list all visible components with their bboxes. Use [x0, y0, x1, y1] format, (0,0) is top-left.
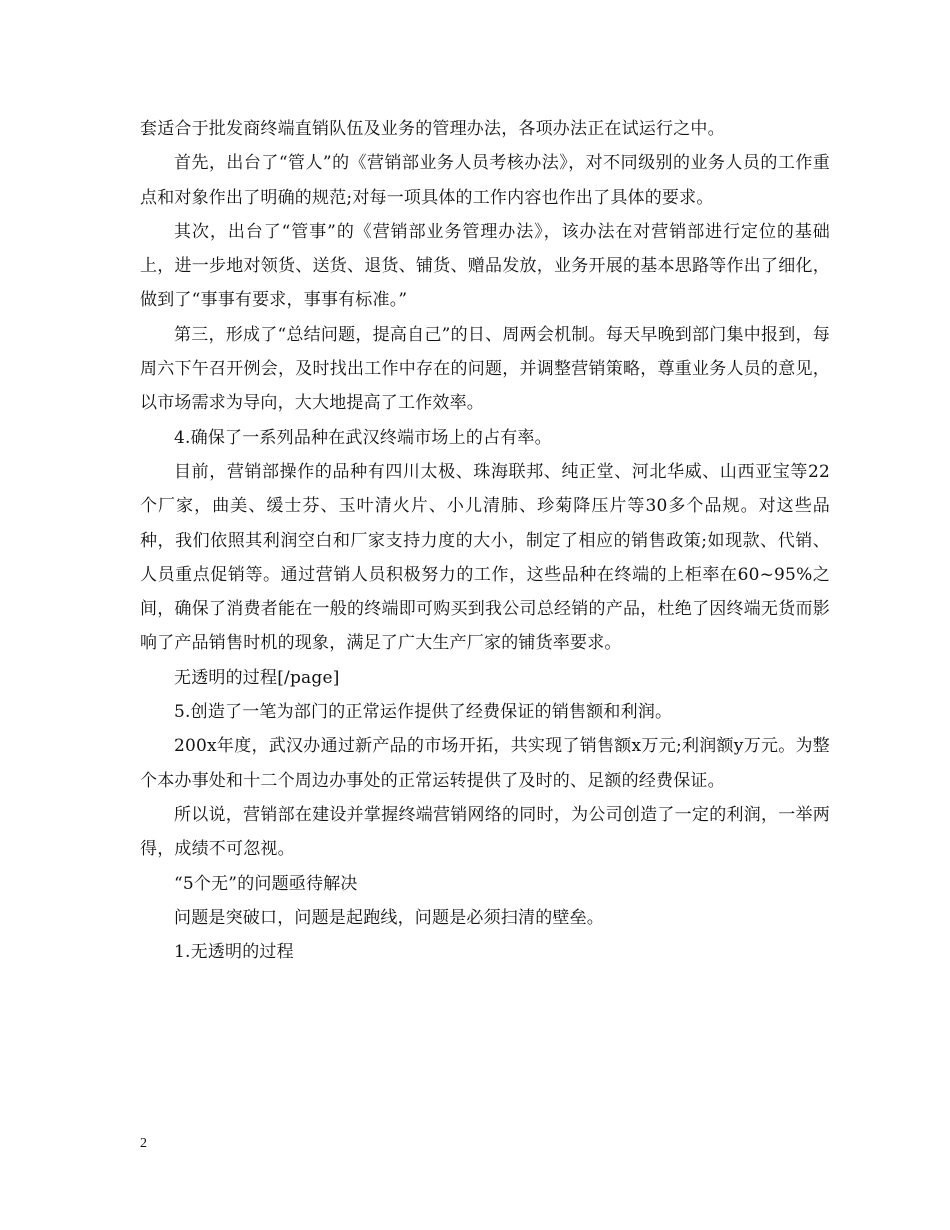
paragraph-conclusion: 所以说，营销部在建设并掌握终端营销网络的同时，为公司创造了一定的利润，一举两得，成绩不可忽视。: [140, 804, 830, 860]
paragraph-first-measure: 首先，出台了“管人”的《营销部业务人员考核办法》，对不同级别的业务人员的工作重点和对象作出了明确的规范;对每一项具体的工作内容也作出了具体的要求。: [140, 153, 830, 208]
section-heading-4: 4.确保了一系列品种在武汉终端市场上的占有率。: [174, 427, 552, 448]
subheading-1: 1.无透明的过程: [174, 942, 294, 963]
paragraph-second-measure: 其次，出台了“管事”的《营销部业务管理办法》，该办法在对营销部进行定位的基础上，进一步地对领货、送货、退货、铺货、赠品发放，业务开展的基本思路等作出了细化，做到了“事事有要求，事事有标准。”: [140, 221, 830, 311]
paragraph-problem-intro: 问题是突破口，问题是起跑线，问题是必须扫清的壁垒。: [174, 907, 604, 928]
document-body: [140, 112, 830, 969]
page-number: 2: [140, 1136, 147, 1151]
paragraph-sales: 200x年度，武汉办通过新产品的市场开拓，共实现了销售额x万元;利润额y万元。为整个本办事处和十二个周边办事处的正常运转提供了及时的、足额的经费保证。: [140, 736, 830, 791]
section-heading-5: 5.创造了一笔为部门的正常运作提供了经费保证的销售额和利润。: [174, 702, 673, 723]
paragraph-third-measure: 第三，形成了“总结问题，提高自己”的日、周两会机制。每天早晚到部门集中报到，每周六下午召开例会，及时找出工作中存在的问题，并调整营销策略，尊重业务人员的意见，以市场需求为导向，大大地提高了工作效率。: [140, 324, 830, 414]
paragraph-page-marker: 无透明的过程[/page]: [174, 667, 340, 688]
paragraph-continuation: 套适合于批发商终端直销队伍及业务的管理办法，各项办法正在试运行之中。: [140, 119, 725, 139]
section-heading-problems: “5个无”的问题亟待解决: [174, 873, 358, 894]
paragraph-products: 目前，营销部操作的品种有四川太极、珠海联邦、纯正堂、河北华威、山西亚宝等22个厂家，曲美、缓士芬、玉叶清火片、小儿清肺、珍菊降压片等30多个品规。对这些品种，我们依照其利润空白和厂家支持力度的大小，制定了相应的销售政策;如现款、代销、人员重点促销等。通过营销人员积极努力的工作，这些品种在终端的上柜率在60~95%之间，确保了消费者能在一般的终端即可购买到我公司总经销的产品，杜绝了因终端无货而影响了产品销售时机的现象，满足了广大生产厂家的铺货率要求。: [140, 461, 830, 654]
